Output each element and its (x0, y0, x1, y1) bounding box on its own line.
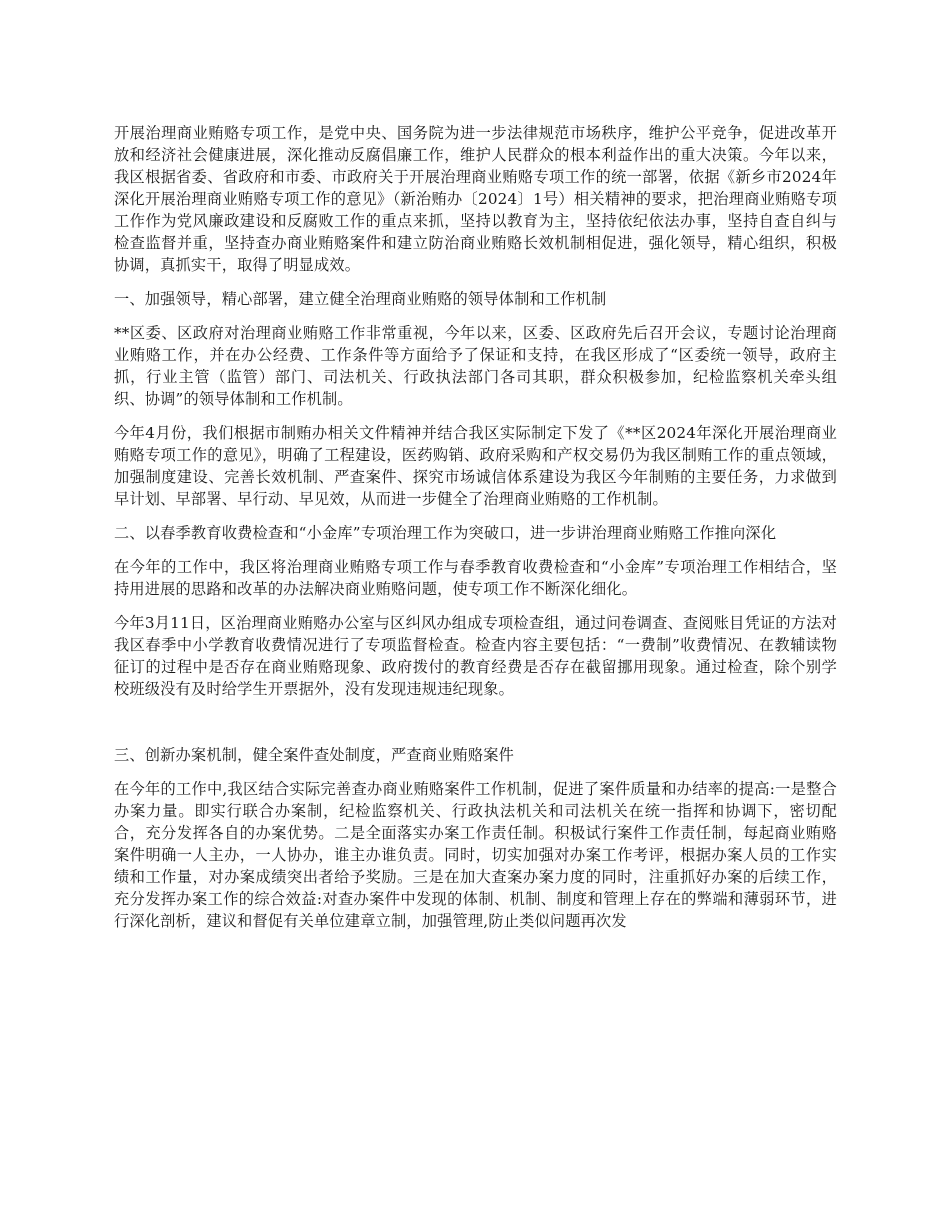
intro-paragraph: 开展治理商业贿赂专项工作，是党中央、国务院为进一步法律规范市场秩序，维护公平竞争，促进改革开放和经济社会健康进展，深化推动反腐倡廉工作，维护人民群众的根本利益作出的重大决策。今年以来，我区根据省委、省政府和市委、市政府关于开展治理商业贿赂专项工作的统一部署，依据《新乡市2024年深化开展治理商业贿赂专项工作的意见》（新治贿办〔2024〕1号）相关精神的要求，把治理商业贿赂专项工作作为党风廉政建设和反腐败工作的重点来抓，坚持以教育为主，坚持依纪依法办事，坚持自查自纠与检查监督并重，坚持查办商业贿赂案件和建立防治商业贿赂长效机制相促进，强化领导，精心组织，积极协调，真抓实干，取得了明显成效。 (114, 124, 837, 274)
section-3-paragraph-1: 在今年的工作中,我区结合实际完善查办商业贿赂案件工作机制，促进了案件质量和办结率的提高:一是整合办案力量。即实行联合办案制，纪检监察机关、行政执法机关和司法机关在统一指挥和协调下，密切配合，充分发挥各自的办案优势。二是全面落实办案工作责任制。积极试行案件工作责任制，每起商业贿赂案件明确一人主办，一人协办，谁主办谁负责。同时，切实加强对办案工作考评，根据办案人员的工作实绩和工作量，对办案成绩突出者给予奖励。三是在加大查案办案力度的同时，注重抓好办案的后续工作，充分发挥办案工作的综合效益:对查办案件中发现的体制、机制、制度和管理上存在的弊端和薄弱环节，进行深化剖析，建议和督促有关单位建章立制，加强管理,防止类似问题再次发 (114, 780, 837, 930)
section-heading-1: 一、加强领导，精心部署，建立健全治理商业贿赂的领导体制和工作机制 (114, 290, 607, 308)
section-heading-3: 三、创新办案机制，健全案件查处制度，严查商业贿赂案件 (114, 746, 515, 764)
section-heading-2: 二、以春季教育收费检查和“小金库”专项治理工作为突破口，进一步讲治理商业贿赂工作推向深化 (114, 524, 777, 542)
blank-spacer (114, 712, 837, 744)
document-page (114, 122, 837, 944)
section-2-paragraph-2: 今年3月11日，区治理商业贿赂办公室与区纠风办组成专项检查组，通过问卷调查、查阅账目凭证的方法对我区春季中小学教育收费情况进行了专项监督检查。检查内容主要包括：“一费制”收费情况、在教辅读物征订的过程中是否存在商业贿赂现象、政府拨付的教育经费是否存在截留挪用现象。通过检查，除个别学校班级没有及时给学生开票据外，没有发现违规违纪现象。 (114, 614, 837, 698)
section-1-paragraph-1: **区委、区政府对治理商业贿赂工作非常重视，今年以来，区委、区政府先后召开会议，专题讨论治理商业贿赂工作，并在办公经费、工作条件等方面给予了保证和支持，在我区形成了“区委统一领导，政府主抓，行业主管（监管）部门、司法机关、行政执法部门各司其职，群众积极参加，纪检监察机关牵头组织、协调”的领导体制和工作机制。 (114, 324, 837, 408)
section-1-paragraph-2: 今年4月份，我们根据市制贿办相关文件精神并结合我区实际制定下发了《**区2024年深化开展治理商业贿赂专项工作的意见》，明确了工程建设，医药购销、政府采购和产权交易仍为我区制贿工作的重点领域，加强制度建设、完善长效机制、严查案件、探究市场诚信体系建设为我区今年制贿的主要任务，力求做到早计划、早部署、早行动、早见效，从而进一步健全了治理商业贿赂的工作机制。 (114, 424, 837, 508)
section-2-paragraph-1: 在今年的工作中，我区将治理商业贿赂专项工作与春季教育收费检查和“小金库”专项治理工作相结合，坚持用进展的思路和改革的办法解决商业贿赂问题，使专项工作不断深化细化。 (114, 558, 837, 598)
